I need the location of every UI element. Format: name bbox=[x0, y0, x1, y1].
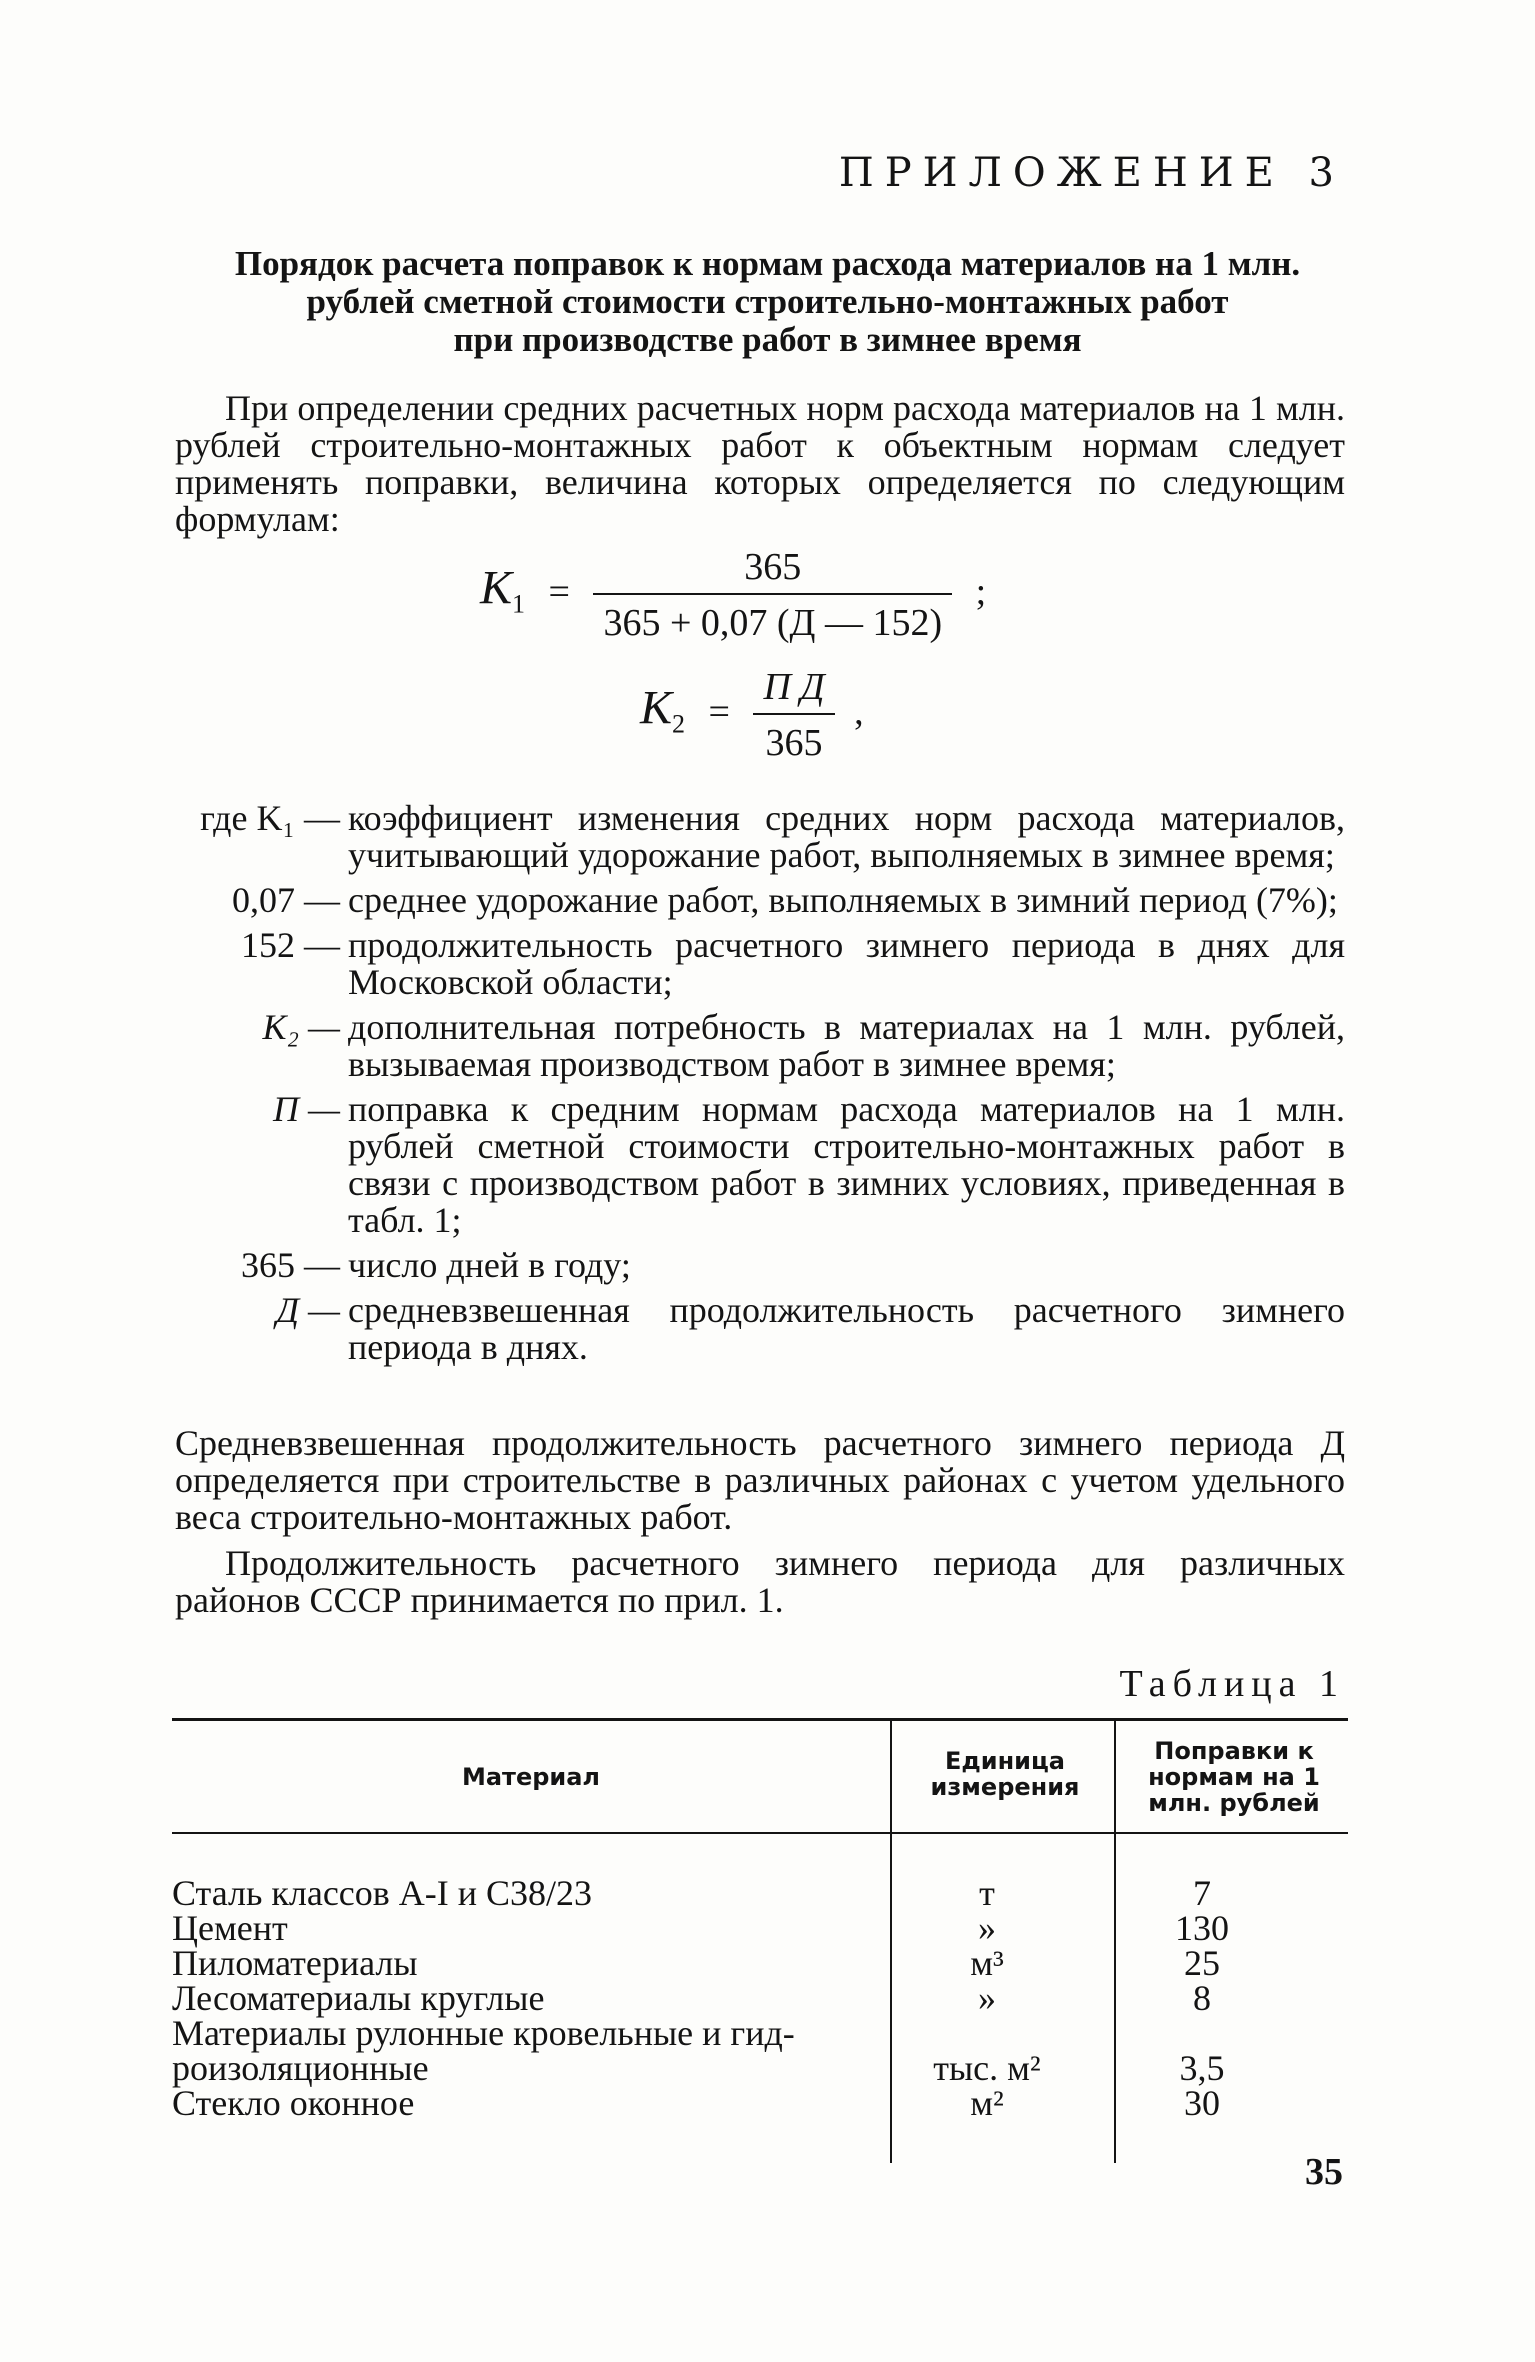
formula-k1 bbox=[480, 545, 986, 645]
cell-value: 3,5 bbox=[1179, 2048, 1225, 2088]
formula-k2 bbox=[640, 665, 864, 765]
cell-value: 130 bbox=[1175, 1908, 1229, 1948]
table-top-rule bbox=[172, 1718, 1348, 1721]
definition-symbol: K₁ — bbox=[256, 798, 340, 838]
definition-item bbox=[175, 927, 1345, 1001]
definition-term: 0,07 — bbox=[232, 880, 340, 920]
section-heading bbox=[170, 245, 1365, 359]
cell-value: 8 bbox=[1193, 1978, 1211, 2018]
formula-k2-tail: , bbox=[854, 690, 864, 733]
definition-term bbox=[175, 800, 340, 874]
formula-k1-equals: = bbox=[548, 570, 570, 613]
cell-material: Лесоматериалы круглые bbox=[172, 1978, 545, 2018]
intro-text: При определении средних расчетных норм расхода материалов на 1 млн. рублей строительно-монтажных работ к объектным нормам следует применять поправки, величина которых определяется по следующим формулам: bbox=[175, 388, 1345, 539]
definition-term: K₂ — bbox=[262, 1007, 340, 1047]
header-correction: Поправки к нормам на 1 млн. рублей bbox=[1148, 1737, 1320, 1817]
formula-k2-symbol: K bbox=[640, 681, 673, 735]
cell-material: Стекло оконное bbox=[172, 2083, 415, 2123]
definition-term: 365 — bbox=[241, 1245, 340, 1285]
formula-k1-symbol: K bbox=[480, 561, 513, 615]
cell-material: Цемент bbox=[172, 1908, 288, 1948]
definition-item bbox=[175, 1247, 1345, 1284]
heading-line: при производстве работ в зимнее время bbox=[453, 320, 1082, 359]
appendix-label: ПРИЛОЖЕНИЕ 3 bbox=[838, 150, 1345, 196]
definition-text: среднее удорожание работ, выполняемых в зимний период (7%); bbox=[348, 880, 1338, 920]
paragraph-text: Средневзвешенная продолжительность расчетного зимнего периода Д определяется при строительстве в различных районах с учетом удельного веса строительно-монтажных работ. bbox=[175, 1423, 1345, 1537]
formula-k1-tail: ; bbox=[975, 570, 987, 613]
cell-value: 7 bbox=[1193, 1873, 1211, 1913]
cell-unit: » bbox=[978, 1978, 996, 2018]
definition-item bbox=[175, 882, 1345, 919]
cell-value: 30 bbox=[1184, 2083, 1220, 2123]
definition-text: число дней в году; bbox=[348, 1245, 631, 1285]
formula-k1-denominator: 365 + 0,07 (Д — 152) bbox=[593, 593, 952, 645]
intro-paragraph bbox=[175, 390, 1345, 538]
definition-item bbox=[175, 1009, 1345, 1083]
formula-k2-denominator: 365 bbox=[753, 713, 834, 765]
formula-k2-fraction bbox=[753, 665, 834, 765]
paragraph-text: Продолжительность расчетного зимнего периода для различных районов СССР принимается по прил. 1. bbox=[175, 1543, 1345, 1620]
cell-unit: м³ bbox=[970, 1943, 1004, 1983]
cell-material: Материалы рулонные кровельные и гид- bbox=[172, 2013, 795, 2053]
definition-term: П — bbox=[272, 1089, 340, 1129]
header-material: Материал bbox=[461, 1763, 601, 1791]
cell-unit: м² bbox=[970, 2083, 1004, 2123]
formula-k1-subscript: 1 bbox=[512, 589, 526, 619]
definition-text: продолжительность расчетного зимнего периода в днях для Московской области; bbox=[348, 925, 1345, 1002]
heading-line: рублей сметной стоимости строительно-монтажных работ bbox=[306, 282, 1229, 321]
definition-text: коэффициент изменения средних норм расхода материалов, учитывающий удорожание работ, выполняемых в зимнее время; bbox=[348, 798, 1345, 875]
formula-k1-numerator: 365 bbox=[744, 546, 802, 588]
cell-material: Пиломатериалы bbox=[172, 1943, 418, 1983]
definition-item bbox=[175, 1091, 1345, 1239]
header-unit: Единица измерения bbox=[930, 1747, 1080, 1801]
definition-text: дополнительная потребность в материалах на 1 млн. рублей, вызываемая производством работ в зимнее время; bbox=[348, 1007, 1345, 1084]
formula-k2-subscript: 2 bbox=[672, 709, 686, 739]
heading-line: Порядок расчета поправок к нормам расхода материалов на 1 млн. bbox=[234, 244, 1301, 283]
where-label: где bbox=[200, 798, 248, 838]
formula-k2-equals: = bbox=[708, 690, 730, 733]
definition-text: средневзвешенная продолжительность расчетного зимнего периода в днях. bbox=[348, 1290, 1345, 1367]
definition-term: Д — bbox=[276, 1290, 340, 1330]
table-title: Таблица 1 bbox=[1119, 1663, 1345, 1705]
formula-k1-fraction bbox=[593, 545, 952, 645]
cell-material: Сталь классов А-I и С38/23 bbox=[172, 1873, 593, 1913]
cell-unit: » bbox=[978, 1908, 996, 1948]
cell-value: 25 bbox=[1184, 1943, 1220, 1983]
definition-item bbox=[175, 1292, 1345, 1366]
table-header-rule bbox=[172, 1832, 1348, 1834]
paragraph-weighted-duration bbox=[175, 1425, 1345, 1536]
definition-text: поправка к средним нормам расхода материалов на 1 млн. рублей сметной стоимости строительно-монтажных работ в связи с производством работ в зимних условиях, приведенная в табл. 1; bbox=[348, 1089, 1345, 1240]
paragraph-duration-reference bbox=[175, 1545, 1345, 1619]
page-number: 35 bbox=[1305, 2151, 1343, 2193]
definition-term: 152 — bbox=[241, 925, 340, 965]
variable-definitions bbox=[175, 800, 1345, 1374]
cell-unit: т bbox=[979, 1873, 995, 1913]
definition-item bbox=[175, 800, 1345, 874]
cell-material: роизоляционные bbox=[172, 2048, 429, 2088]
formula-k2-numerator: П Д bbox=[763, 666, 825, 708]
cell-unit: тыс. м² bbox=[933, 2048, 1041, 2088]
